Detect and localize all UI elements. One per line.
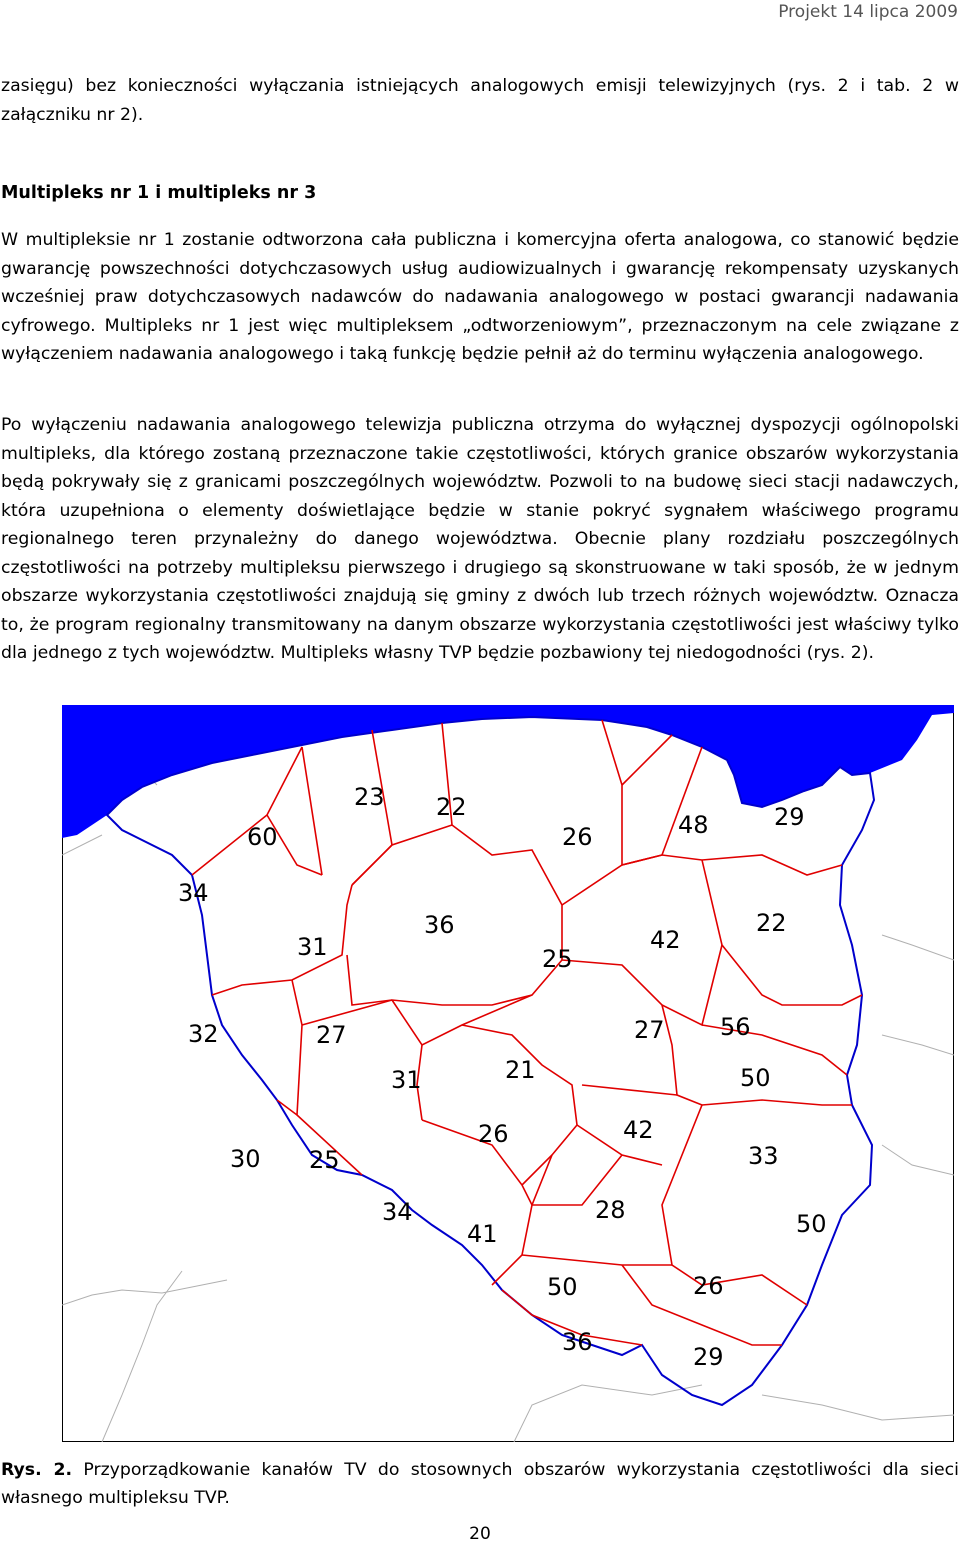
zone-number: 27: [634, 1016, 665, 1044]
zone-number: 31: [391, 1066, 422, 1094]
zone-number: 22: [436, 793, 467, 821]
document-header: Projekt 14 lipca 2009: [778, 2, 958, 22]
zone-number: 42: [623, 1116, 654, 1144]
zone-number: 32: [188, 1020, 219, 1048]
page-number: 20: [469, 1524, 491, 1544]
zone-number: 34: [178, 879, 209, 907]
zone-number: 21: [505, 1056, 536, 1084]
zone-number: 29: [774, 803, 805, 831]
zone-number: 23: [354, 783, 385, 811]
zone-number: 30: [230, 1145, 261, 1173]
zone-number: 50: [796, 1210, 827, 1238]
zone-number: 31: [297, 933, 328, 961]
paragraph-tvp-multiplex: Po wyłączeniu nadawania analogowego telewizja publiczna otrzyma do wyłącznej dyspozycji ogólnopolski multipleks, dla którego zostaną przeznaczone takie częstotliwości, których granice obszarów wykorzystania będą pokrywały się z granicami poszczególnych województw. Pozwoli to na budowę sieci stacji nadawczych, która uzupełniona o elementy doświetlające będzie w stanie pokryć sygnałem właściwego programu regionalnego teren przynależny do danego województwa. Obecnie plany rozdziału poszczególnych częstotliwości na potrzeby multipleksu pierwszego i drugiego są skonstruowane w taki sposób, że w jednym obszarze wykorzystania częstotliwości znajdują się gminy z dwóch lub trzech różnych województw. Oznacza to, że program regionalny transmitowany na danym obszarze wykorzystania częstotliwości jest właściwy tylko dla jednego z tych województw. Multipleks własny TVP będzie pozbawiony tej niedogodności (rys. 2).: [1, 415, 959, 663]
zone-number: 26: [693, 1272, 724, 1300]
section-heading: Multipleks nr 1 i multipleks nr 3: [1, 183, 317, 203]
zone-number: 22: [756, 909, 787, 937]
zone-number: 50: [740, 1064, 771, 1092]
paragraph-intro: zasięgu) bez konieczności wyłączania istniejących analogowych emisji telewizyjnych (rys. 2 i tab. 2 w załączniku nr 2).: [1, 76, 959, 125]
zone-number: 42: [650, 926, 681, 954]
zone-number: 26: [478, 1120, 509, 1148]
paragraph-multiplex-1: W multipleksie nr 1 zostanie odtworzona cała publiczna i komercyjna oferta analogowa, co stanowić będzie gwarancję powszechności dotychczasowych usług audiowizualnych i gwarancję rekompensaty uzyskanych wcześniej praw dotychczasowych nadawców do nadawania analogowego w postaci gwarancji nadawania cyfrowego. Multipleks nr 1 jest więc multipleksem „odtworzeniowym”, przeznaczonym na cele związane z wyłączeniem nadawania analogowego i taką funkcję będzie pełnił aż do terminu wyłączenia analogowego.: [1, 230, 959, 364]
zone-number: 41: [467, 1220, 498, 1248]
zone-number: 28: [595, 1196, 626, 1224]
zone-number: 56: [720, 1013, 751, 1041]
zone-number: 36: [562, 1328, 593, 1356]
zone-number: 27: [316, 1021, 347, 1049]
zone-number: 36: [424, 911, 455, 939]
caption-label: Rys. 2.: [1, 1460, 73, 1480]
zone-number: 33: [748, 1142, 779, 1170]
channel-map: [62, 705, 954, 1442]
zone-number: 25: [542, 945, 573, 973]
caption-text: Przyporządkowanie kanałów TV do stosownych obszarów wykorzystania częstotliwości dla sieci własnego multipleksu TVP.: [1, 1460, 959, 1508]
zone-number: 48: [678, 811, 709, 839]
zone-number: 26: [562, 823, 593, 851]
zone-number: 34: [382, 1198, 413, 1226]
figure-caption: [1, 1456, 959, 1512]
zone-number: 50: [547, 1273, 578, 1301]
zone-number: 60: [247, 823, 278, 851]
zone-number: 25: [309, 1146, 340, 1174]
channel-map-figure: [62, 705, 954, 1442]
zone-number: 29: [693, 1343, 724, 1371]
